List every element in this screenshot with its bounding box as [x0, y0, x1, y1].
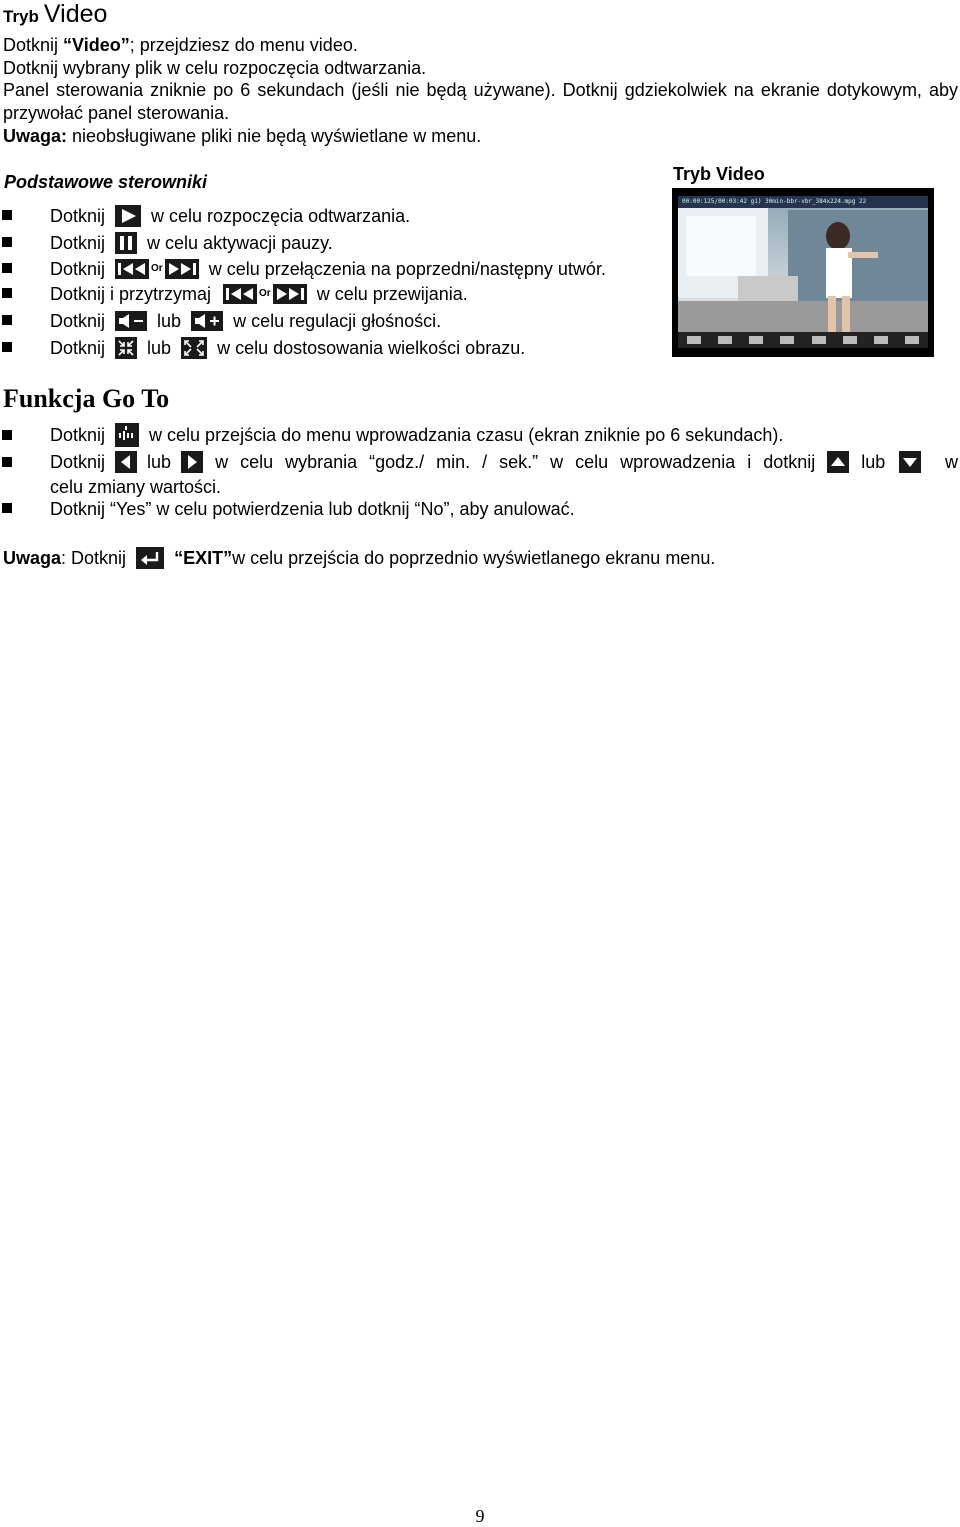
bullet	[2, 210, 12, 220]
ctrl-goto-icon	[874, 336, 888, 344]
bullet	[2, 237, 12, 247]
list-item-prev-next: Dotknij Or w celu przełączenia na poprzedni/następny utwór.	[50, 256, 606, 282]
pause-icon	[115, 232, 137, 254]
page-title: Tryb Video	[3, 0, 108, 28]
ctrl-vol-down-icon	[812, 336, 826, 344]
bullet	[2, 503, 12, 513]
bullet	[2, 342, 12, 352]
shrink-icon	[115, 337, 137, 359]
intro-line-1: Dotknij “Video”; przejdziesz do menu video.	[3, 35, 358, 55]
previous-icon	[115, 259, 149, 279]
bullet	[2, 430, 12, 440]
ctrl-back-icon	[687, 336, 701, 344]
page-number: 9	[475, 1506, 485, 1526]
list-item-pause: Dotknij w celu aktywacji pauzy.	[50, 233, 333, 253]
up-arrow-icon	[827, 451, 849, 473]
goto-time-icon	[115, 423, 139, 447]
down-arrow-icon	[899, 451, 921, 473]
basic-controls-heading: Podstawowe sterowniki	[4, 172, 208, 192]
list-item-size: Dotknij lub w celu dostosowania wielkości obrazu.	[50, 338, 526, 358]
exit-note: Uwaga : Dotknij “EXIT” w celu przejścia do poprzednio wyświetlanego ekranu menu.	[3, 548, 716, 568]
video-status-bar: 00:00:125/00:03:42 g1) 30min-bbr-vbr_384x224.mpg 22	[678, 196, 928, 208]
volume-up-icon	[191, 311, 223, 331]
previous-icon	[223, 284, 257, 304]
video-scene	[678, 196, 928, 348]
video-screenshot	[672, 188, 934, 357]
bullet	[2, 288, 12, 298]
play-icon	[115, 205, 141, 227]
bullet	[2, 315, 12, 325]
intro-line-2: Dotknij wybrany plik w celu rozpoczęcia odtwarzania.	[3, 58, 427, 78]
goto-item-2-continued: celu zmiany wartości.	[50, 477, 222, 497]
bullet	[2, 457, 12, 467]
list-item-volume: Dotknij lub w celu regulacji głośności.	[50, 311, 442, 331]
figure-caption: Tryb Video	[673, 164, 765, 184]
next-icon	[273, 284, 307, 304]
right-arrow-icon	[181, 451, 203, 473]
video-frame	[678, 196, 928, 348]
goto-item-1: Dotknij w celu przejścia do menu wprowadzania czasu (ekran zniknie po 6 sekundach).	[50, 425, 784, 445]
ctrl-size-icon	[905, 336, 919, 344]
next-icon	[165, 259, 199, 279]
return-icon	[136, 547, 164, 569]
ctrl-next-icon	[780, 336, 794, 344]
or-label: Or	[151, 263, 163, 274]
goto-item-3: Dotknij “Yes” w celu potwierdzenia lub dotknij “No”, aby anulować.	[50, 499, 575, 519]
goto-item-2: Dotknij lub w celu wybrania “godz./ min. / sek.” w celu wprowadzenia i dotknij lub w	[50, 452, 958, 472]
intro-paragraph: Panel sterowania zniknie po 6 sekundach (jeśli nie będą używane). Dotknij gdziekolwiek na ekranie dotykowym, aby przywołać panel sterowania.	[3, 80, 958, 123]
or-label: Or	[259, 288, 271, 299]
left-arrow-icon	[115, 451, 137, 473]
ctrl-play-icon	[749, 336, 763, 344]
ctrl-prev-icon	[718, 336, 732, 344]
ctrl-vol-up-icon	[843, 336, 857, 344]
intro-note: Uwaga: nieobsługiwane pliki nie będą wyświetlane w menu.	[3, 126, 482, 146]
bullet	[2, 263, 12, 273]
volume-down-icon	[115, 311, 147, 331]
list-item-play: Dotknij w celu rozpoczęcia odtwarzania.	[50, 206, 411, 226]
list-item-rewind: Dotknij i przytrzymaj Or w celu przewijania.	[50, 281, 468, 307]
expand-icon	[181, 337, 207, 359]
goto-heading: Funkcja Go To	[3, 384, 170, 413]
video-control-panel	[678, 332, 928, 348]
